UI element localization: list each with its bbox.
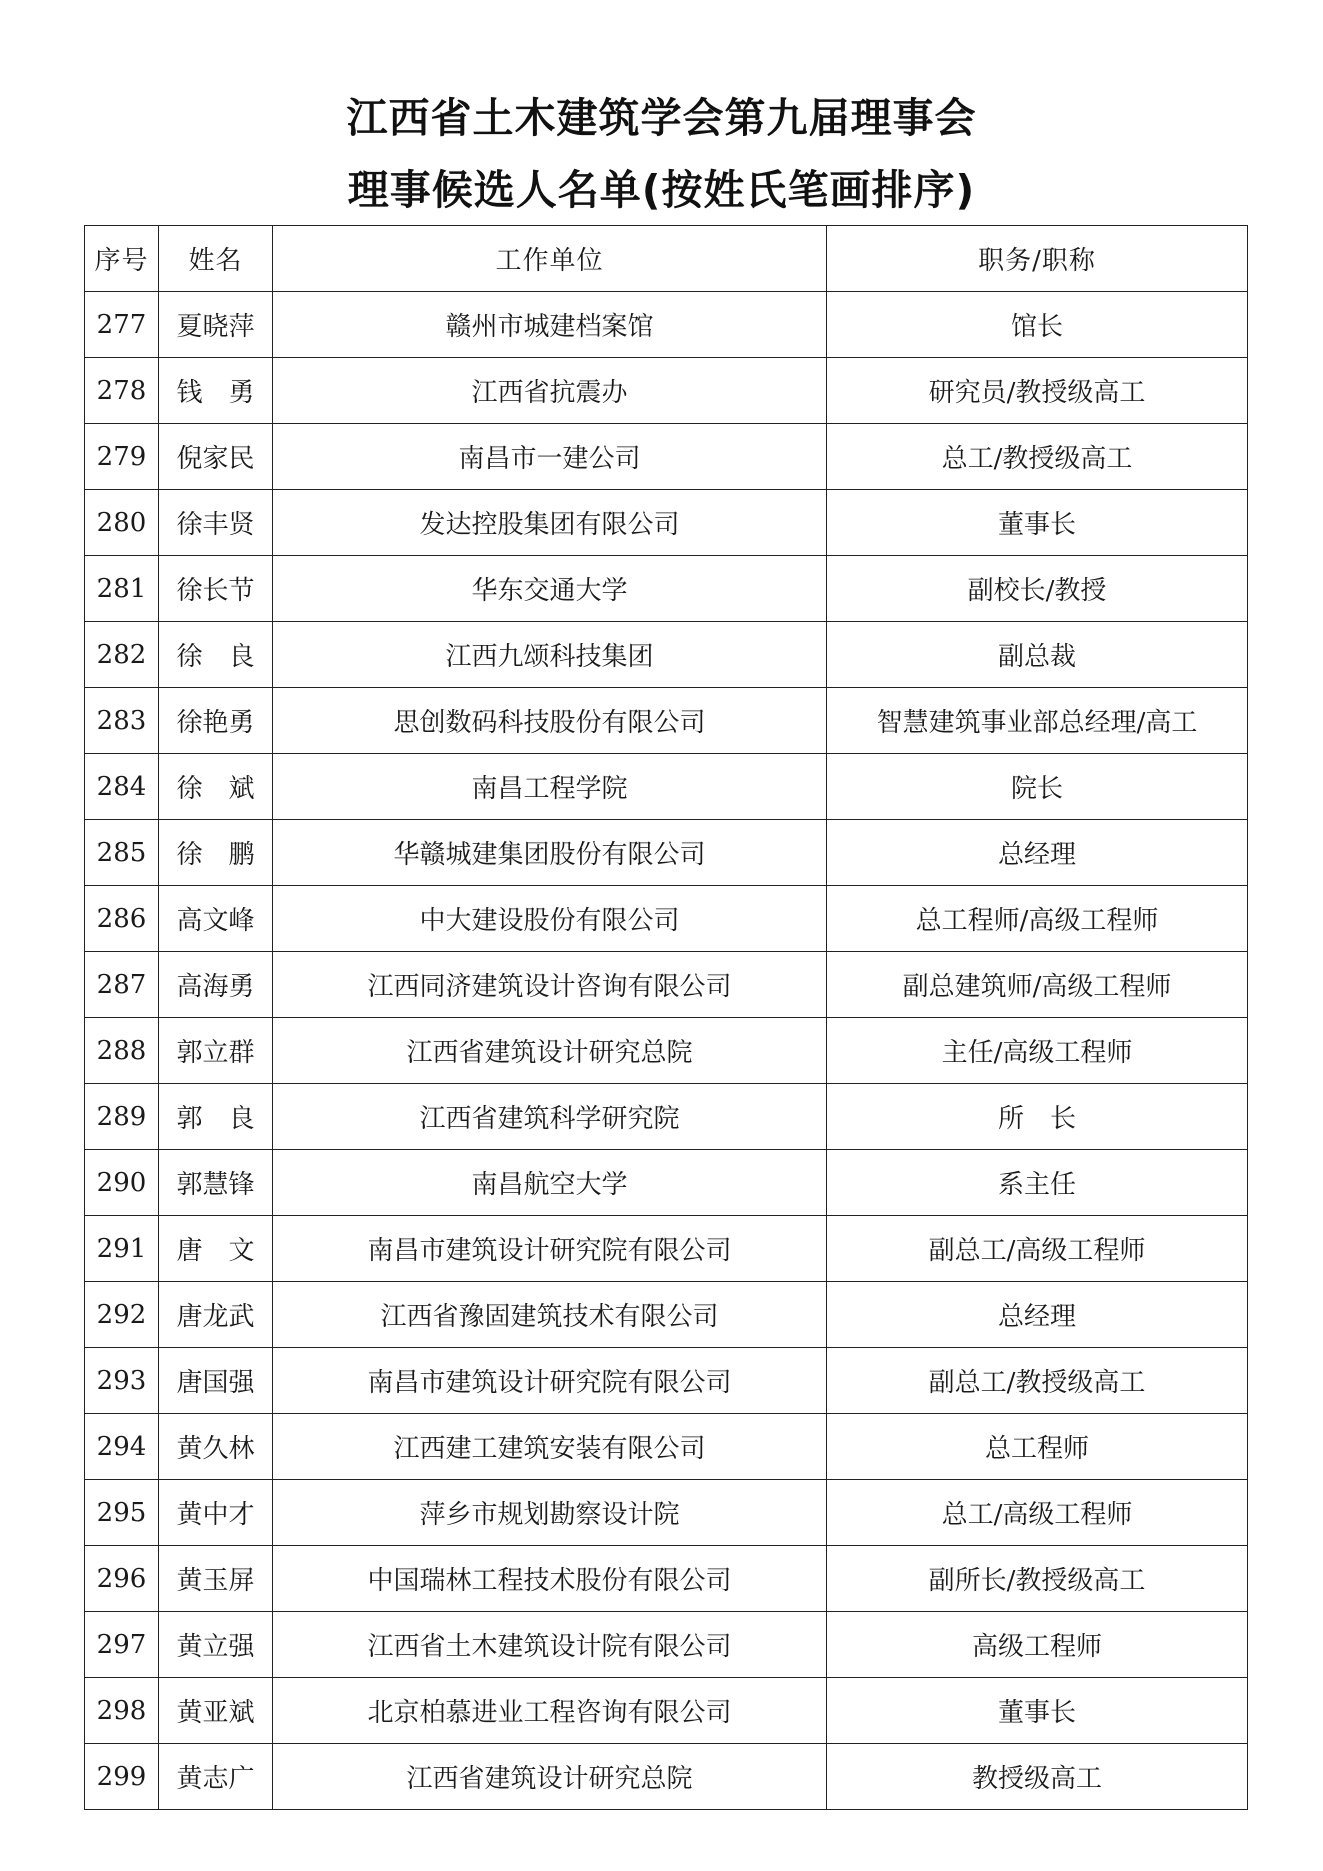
table-row — [85, 424, 1248, 490]
cell-no: 286 — [85, 886, 159, 952]
cell-unit: 南昌市一建公司 — [273, 424, 827, 490]
cell-unit: 江西九颂科技集团 — [273, 622, 827, 688]
header-unit: 工作单位 — [273, 226, 827, 292]
cell-unit: 萍乡市规划勘察设计院 — [273, 1480, 827, 1546]
cell-title: 副总工/教授级高工 — [827, 1348, 1248, 1414]
cell-title: 总经理 — [827, 820, 1248, 886]
cell-title: 智慧建筑事业部总经理/高工 — [827, 688, 1248, 754]
cell-unit: 江西省土木建筑设计院有限公司 — [273, 1612, 827, 1678]
header-title: 职务/职称 — [827, 226, 1248, 292]
cell-unit: 南昌市建筑设计研究院有限公司 — [273, 1348, 827, 1414]
cell-no: 280 — [85, 490, 159, 556]
cell-unit: 江西省豫固建筑技术有限公司 — [273, 1282, 827, 1348]
cell-title: 主任/高级工程师 — [827, 1018, 1248, 1084]
cell-no: 291 — [85, 1216, 159, 1282]
cell-name: 黄立强 — [159, 1612, 273, 1678]
document-title — [0, 82, 1323, 226]
table-row — [85, 292, 1248, 358]
header-no: 序号 — [85, 226, 159, 292]
cell-title: 董事长 — [827, 490, 1248, 556]
cell-title: 所 长 — [827, 1084, 1248, 1150]
cell-name: 夏晓萍 — [159, 292, 273, 358]
cell-no: 290 — [85, 1150, 159, 1216]
cell-name: 黄久林 — [159, 1414, 273, 1480]
cell-title: 系主任 — [827, 1150, 1248, 1216]
cell-title: 总工程师 — [827, 1414, 1248, 1480]
cell-name: 郭 良 — [159, 1084, 273, 1150]
cell-title: 院长 — [827, 754, 1248, 820]
cell-unit: 江西省建筑设计研究总院 — [273, 1018, 827, 1084]
title-line-1: 江西省土木建筑学会第九届理事会 — [346, 94, 977, 142]
cell-title: 总经理 — [827, 1282, 1248, 1348]
cell-name: 黄志广 — [159, 1744, 273, 1810]
cell-unit: 江西同济建筑设计咨询有限公司 — [273, 952, 827, 1018]
cell-name: 徐 良 — [159, 622, 273, 688]
table-header-row — [85, 226, 1248, 292]
cell-no: 283 — [85, 688, 159, 754]
cell-unit: 华赣城建集团股份有限公司 — [273, 820, 827, 886]
cell-name: 郭慧锋 — [159, 1150, 273, 1216]
cell-no: 298 — [85, 1678, 159, 1744]
table-row — [85, 1150, 1248, 1216]
cell-unit: 南昌航空大学 — [273, 1150, 827, 1216]
table-row — [85, 688, 1248, 754]
title-line-2: 理事候选人名单(按姓氏笔画排序) — [347, 166, 976, 214]
cell-name: 徐 斌 — [159, 754, 273, 820]
cell-name: 黄中才 — [159, 1480, 273, 1546]
table-row — [85, 754, 1248, 820]
table-row — [85, 556, 1248, 622]
table-row — [85, 952, 1248, 1018]
header-name: 姓名 — [159, 226, 273, 292]
table-row — [85, 1546, 1248, 1612]
table-row — [85, 1480, 1248, 1546]
cell-unit: 发达控股集团有限公司 — [273, 490, 827, 556]
table-body — [85, 292, 1248, 1810]
cell-title: 总工程师/高级工程师 — [827, 886, 1248, 952]
cell-title: 副总裁 — [827, 622, 1248, 688]
table-row — [85, 490, 1248, 556]
cell-unit: 思创数码科技股份有限公司 — [273, 688, 827, 754]
cell-title: 副总建筑师/高级工程师 — [827, 952, 1248, 1018]
cell-title: 总工/高级工程师 — [827, 1480, 1248, 1546]
cell-unit: 南昌工程学院 — [273, 754, 827, 820]
candidate-table — [84, 225, 1248, 1810]
cell-no: 277 — [85, 292, 159, 358]
table-row — [85, 820, 1248, 886]
cell-name: 唐 文 — [159, 1216, 273, 1282]
cell-no: 282 — [85, 622, 159, 688]
table-row — [85, 358, 1248, 424]
cell-unit: 北京柏慕进业工程咨询有限公司 — [273, 1678, 827, 1744]
table-row — [85, 1348, 1248, 1414]
cell-unit: 南昌市建筑设计研究院有限公司 — [273, 1216, 827, 1282]
cell-unit: 赣州市城建档案馆 — [273, 292, 827, 358]
cell-title: 董事长 — [827, 1678, 1248, 1744]
cell-title: 教授级高工 — [827, 1744, 1248, 1810]
cell-no: 284 — [85, 754, 159, 820]
cell-no: 279 — [85, 424, 159, 490]
table-row — [85, 1018, 1248, 1084]
cell-no: 288 — [85, 1018, 159, 1084]
cell-title: 总工/教授级高工 — [827, 424, 1248, 490]
cell-name: 倪家民 — [159, 424, 273, 490]
cell-no: 297 — [85, 1612, 159, 1678]
cell-unit: 江西省抗震办 — [273, 358, 827, 424]
cell-name: 黄玉屏 — [159, 1546, 273, 1612]
table-row — [85, 1414, 1248, 1480]
cell-title: 副校长/教授 — [827, 556, 1248, 622]
cell-no: 296 — [85, 1546, 159, 1612]
cell-no: 294 — [85, 1414, 159, 1480]
table-row — [85, 1678, 1248, 1744]
cell-title: 副总工/高级工程师 — [827, 1216, 1248, 1282]
cell-unit: 江西建工建筑安装有限公司 — [273, 1414, 827, 1480]
cell-unit: 中大建设股份有限公司 — [273, 886, 827, 952]
cell-no: 299 — [85, 1744, 159, 1810]
table-row — [85, 886, 1248, 952]
cell-name: 徐 鹏 — [159, 820, 273, 886]
cell-no: 281 — [85, 556, 159, 622]
cell-unit: 江西省建筑设计研究总院 — [273, 1744, 827, 1810]
cell-no: 289 — [85, 1084, 159, 1150]
cell-title: 副所长/教授级高工 — [827, 1546, 1248, 1612]
cell-title: 研究员/教授级高工 — [827, 358, 1248, 424]
cell-unit: 华东交通大学 — [273, 556, 827, 622]
cell-name: 徐长节 — [159, 556, 273, 622]
cell-name: 徐艳勇 — [159, 688, 273, 754]
cell-no: 278 — [85, 358, 159, 424]
cell-title: 高级工程师 — [827, 1612, 1248, 1678]
table-row — [85, 1744, 1248, 1810]
table-row — [85, 1216, 1248, 1282]
cell-no: 292 — [85, 1282, 159, 1348]
cell-name: 高海勇 — [159, 952, 273, 1018]
cell-name: 钱 勇 — [159, 358, 273, 424]
table-row — [85, 1612, 1248, 1678]
cell-name: 郭立群 — [159, 1018, 273, 1084]
table-row — [85, 1282, 1248, 1348]
cell-name: 高文峰 — [159, 886, 273, 952]
cell-no: 287 — [85, 952, 159, 1018]
cell-name: 徐丰贤 — [159, 490, 273, 556]
cell-name: 唐国强 — [159, 1348, 273, 1414]
table-row — [85, 622, 1248, 688]
cell-unit: 中国瑞林工程技术股份有限公司 — [273, 1546, 827, 1612]
table-row — [85, 1084, 1248, 1150]
cell-no: 285 — [85, 820, 159, 886]
cell-no: 293 — [85, 1348, 159, 1414]
cell-title: 馆长 — [827, 292, 1248, 358]
cell-unit: 江西省建筑科学研究院 — [273, 1084, 827, 1150]
cell-no: 295 — [85, 1480, 159, 1546]
cell-name: 唐龙武 — [159, 1282, 273, 1348]
cell-name: 黄亚斌 — [159, 1678, 273, 1744]
